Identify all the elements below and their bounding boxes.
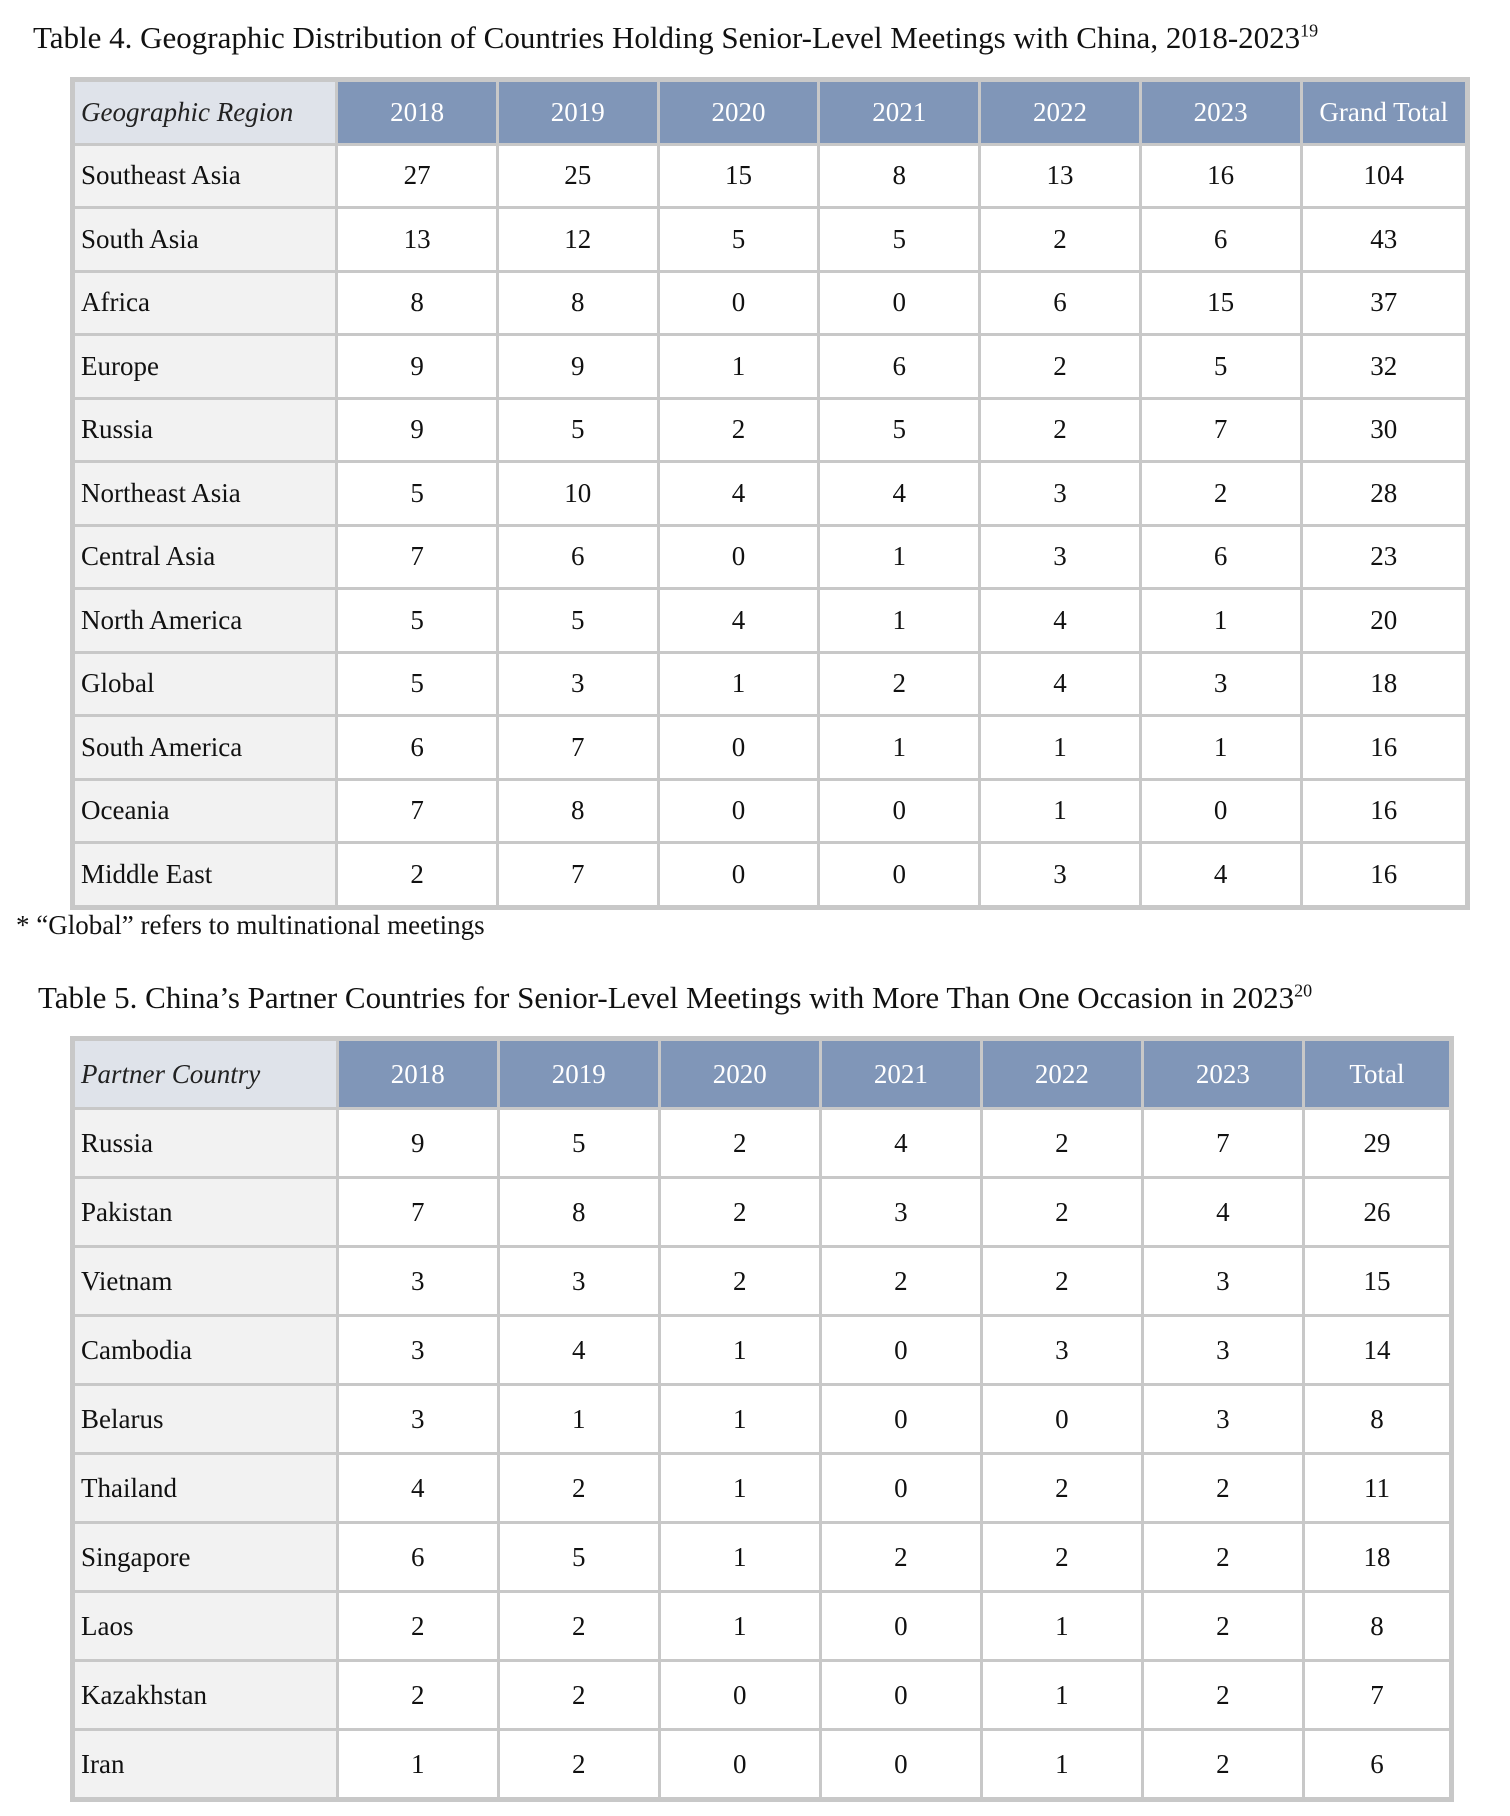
table4-cell: 9	[337, 335, 498, 399]
table4-cell: 5	[1140, 335, 1301, 399]
table5-cell: 0	[820, 1385, 981, 1454]
table4-cell: 43	[1301, 208, 1466, 272]
table5-cell: 3	[337, 1385, 498, 1454]
table4-cell: 7	[337, 779, 498, 843]
table5-cell: 8	[1303, 1592, 1450, 1661]
table4-row-label: Southeast Asia	[74, 144, 337, 208]
table4-header-cell: 2023	[1140, 81, 1301, 145]
table5-cell: 2	[1142, 1730, 1303, 1799]
table4-row-label: Middle East	[74, 843, 337, 907]
table5-body	[74, 1109, 1451, 1799]
table5-cell: 3	[820, 1178, 981, 1247]
table4-cell: 3	[980, 525, 1141, 589]
table4-row	[74, 335, 1467, 399]
table4-caption	[33, 20, 1318, 56]
table4-cell: 18	[1301, 652, 1466, 716]
table4-row-label: Russia	[74, 398, 337, 462]
table5-row	[74, 1247, 1451, 1316]
table4-cell: 4	[980, 652, 1141, 716]
table4-row	[74, 144, 1467, 208]
table5-cell: 6	[337, 1523, 498, 1592]
table5-cell: 2	[498, 1454, 659, 1523]
table4-caption-text: Table 4. Geographic Distribution of Countries Holding Senior-Level Meetings with China, 2018-2023	[33, 20, 1301, 55]
table5-cell: 1	[659, 1454, 820, 1523]
table5-header-cell: Partner Country	[74, 1040, 338, 1109]
table5-cell: 18	[1303, 1523, 1450, 1592]
table5-cell: 3	[981, 1316, 1142, 1385]
table4	[72, 79, 1468, 908]
table4-cell: 30	[1301, 398, 1466, 462]
table4-cell: 25	[497, 144, 658, 208]
table5-caption	[38, 980, 1312, 1016]
table4-row	[74, 843, 1467, 907]
table4-cell: 28	[1301, 462, 1466, 526]
table4-row	[74, 462, 1467, 526]
table4-header-cell: 2022	[980, 81, 1141, 145]
table5-cell: 8	[498, 1178, 659, 1247]
table4-row-label: Northeast Asia	[74, 462, 337, 526]
table5-cell: 8	[1303, 1385, 1450, 1454]
table4-cell: 6	[819, 335, 980, 399]
table4-cell: 7	[497, 843, 658, 907]
table5-cell: 2	[337, 1592, 498, 1661]
table5-cell: 2	[981, 1454, 1142, 1523]
table5-cell: 0	[659, 1730, 820, 1799]
table4-cell: 16	[1301, 843, 1466, 907]
table5-cell: 1	[981, 1730, 1142, 1799]
table4-cell: 13	[980, 144, 1141, 208]
table5-row	[74, 1523, 1451, 1592]
table4-cell: 23	[1301, 525, 1466, 589]
table4-cell: 0	[1140, 779, 1301, 843]
table4-row-label: Europe	[74, 335, 337, 399]
table4-cell: 6	[1140, 208, 1301, 272]
table5-cell: 0	[820, 1730, 981, 1799]
table4-cell: 0	[819, 843, 980, 907]
table4-row-label: Oceania	[74, 779, 337, 843]
table4-cell: 1	[980, 716, 1141, 780]
table4-cell: 5	[337, 462, 498, 526]
table4-row	[74, 716, 1467, 780]
table4-cell: 2	[819, 652, 980, 716]
table5-row-label: Laos	[74, 1592, 338, 1661]
table4-row-label: South America	[74, 716, 337, 780]
table4-cell: 104	[1301, 144, 1466, 208]
table5-cell: 3	[498, 1247, 659, 1316]
table4-cell: 1	[1140, 589, 1301, 653]
table4-header-cell: 2018	[337, 81, 498, 145]
table5-cell: 2	[498, 1730, 659, 1799]
table4-cell: 1	[819, 589, 980, 653]
table5-cell: 2	[337, 1661, 498, 1730]
table4-cell: 5	[337, 652, 498, 716]
table5-cell: 14	[1303, 1316, 1450, 1385]
table5-cell: 11	[1303, 1454, 1450, 1523]
table4-cell: 6	[337, 716, 498, 780]
table4-cell: 0	[658, 525, 819, 589]
table4-cell: 5	[497, 589, 658, 653]
table4-cell: 4	[980, 589, 1141, 653]
table5-row	[74, 1730, 1451, 1799]
table4-header-cell: Grand Total	[1301, 81, 1466, 145]
table5-cell: 29	[1303, 1109, 1450, 1178]
table5-cell: 1	[498, 1385, 659, 1454]
table5-cell: 2	[1142, 1454, 1303, 1523]
table5-cell: 2	[1142, 1523, 1303, 1592]
table4-cell: 3	[497, 652, 658, 716]
table4-cell: 1	[819, 525, 980, 589]
table4-cell: 37	[1301, 271, 1466, 335]
table4-cell: 3	[980, 462, 1141, 526]
table4-header-cell: 2021	[819, 81, 980, 145]
table5-cell: 2	[659, 1247, 820, 1316]
table5-cell: 1	[659, 1316, 820, 1385]
table5-header-row	[74, 1040, 1451, 1109]
table4-cell: 20	[1301, 589, 1466, 653]
table5-cell: 5	[498, 1523, 659, 1592]
table4-cell: 15	[658, 144, 819, 208]
table4-row-label: North America	[74, 589, 337, 653]
table4-cell: 13	[337, 208, 498, 272]
table4-cell: 7	[337, 525, 498, 589]
table4-cell: 4	[1140, 843, 1301, 907]
table5-cell: 4	[498, 1316, 659, 1385]
table5-cell: 15	[1303, 1247, 1450, 1316]
table4-cell: 7	[1140, 398, 1301, 462]
table4-cell: 4	[658, 462, 819, 526]
table4-cell: 0	[819, 779, 980, 843]
table4-row	[74, 779, 1467, 843]
table4-cell: 1	[980, 779, 1141, 843]
table5-cell: 2	[981, 1523, 1142, 1592]
table4-cell: 3	[1140, 652, 1301, 716]
table4-cell: 10	[497, 462, 658, 526]
table4-cell: 16	[1301, 779, 1466, 843]
table5-header-cell: 2018	[337, 1040, 498, 1109]
table5-frame	[70, 1036, 1454, 1802]
table4-header-cell: 2020	[658, 81, 819, 145]
table4-cell: 16	[1301, 716, 1466, 780]
table4-cell: 2	[1140, 462, 1301, 526]
table5-cell: 2	[498, 1661, 659, 1730]
table5-caption-text: Table 5. China’s Partner Countries for Senior-Level Meetings with More Than One Occasion in 2023	[38, 980, 1295, 1015]
table4-row	[74, 398, 1467, 462]
table4-row-label: South Asia	[74, 208, 337, 272]
table5-row-label: Thailand	[74, 1454, 338, 1523]
table4-cell: 27	[337, 144, 498, 208]
table5-cell: 2	[498, 1592, 659, 1661]
table4-cell: 1	[819, 716, 980, 780]
table4-cell: 16	[1140, 144, 1301, 208]
table5-cell: 0	[659, 1661, 820, 1730]
table4-row	[74, 589, 1467, 653]
table4-cell: 3	[980, 843, 1141, 907]
table4-cell: 32	[1301, 335, 1466, 399]
table5-cell: 3	[1142, 1247, 1303, 1316]
table5-row	[74, 1109, 1451, 1178]
table5-row	[74, 1454, 1451, 1523]
table4-row-label: Africa	[74, 271, 337, 335]
table4-cell: 1	[1140, 716, 1301, 780]
table5-cell: 1	[659, 1385, 820, 1454]
table4-body	[74, 144, 1467, 906]
table4-cell: 9	[497, 335, 658, 399]
table5-row-label: Vietnam	[74, 1247, 338, 1316]
table4-cell: 15	[1140, 271, 1301, 335]
table5-row-label: Russia	[74, 1109, 338, 1178]
table4-cell: 6	[1140, 525, 1301, 589]
table5-cell: 4	[337, 1454, 498, 1523]
table5-cell: 2	[981, 1109, 1142, 1178]
table4-header-row	[74, 81, 1467, 145]
table4-cell: 5	[819, 208, 980, 272]
table5-cell: 2	[659, 1178, 820, 1247]
table4-cell: 2	[337, 843, 498, 907]
table5-cell: 5	[498, 1109, 659, 1178]
table5-cell: 6	[1303, 1730, 1450, 1799]
table5-row	[74, 1316, 1451, 1385]
table4-cell: 7	[497, 716, 658, 780]
table4-cell: 5	[819, 398, 980, 462]
table5-cell: 1	[981, 1592, 1142, 1661]
table4-cell: 2	[658, 398, 819, 462]
table4-cell: 8	[497, 271, 658, 335]
table5-header-cell: Total	[1303, 1040, 1450, 1109]
table5-row	[74, 1385, 1451, 1454]
table5-header-cell: 2021	[820, 1040, 981, 1109]
table5-cell: 7	[337, 1178, 498, 1247]
table5-cell: 0	[981, 1385, 1142, 1454]
table4-row	[74, 271, 1467, 335]
table4-cell: 4	[819, 462, 980, 526]
table4-cell: 2	[980, 208, 1141, 272]
table5-cell: 1	[337, 1730, 498, 1799]
table5-cell: 3	[1142, 1385, 1303, 1454]
table4-header-cell: Geographic Region	[74, 81, 337, 145]
table4-cell: 2	[980, 398, 1141, 462]
table5-header-cell: 2023	[1142, 1040, 1303, 1109]
table5-cell: 0	[820, 1592, 981, 1661]
table5-cell: 26	[1303, 1178, 1450, 1247]
table4-cell: 8	[819, 144, 980, 208]
table5-cell: 2	[659, 1109, 820, 1178]
table4-cell: 6	[980, 271, 1141, 335]
table5-cell: 2	[1142, 1661, 1303, 1730]
table4-note: * “Global” refers to multinational meetings	[16, 910, 485, 940]
table5	[72, 1038, 1452, 1800]
table4-cell: 4	[658, 589, 819, 653]
table5-cell: 1	[659, 1523, 820, 1592]
table4-cell: 9	[337, 398, 498, 462]
table5-cell: 3	[337, 1247, 498, 1316]
table5-cell: 7	[1142, 1109, 1303, 1178]
table4-cell: 8	[497, 779, 658, 843]
table4-cell: 6	[497, 525, 658, 589]
table5-row-label: Singapore	[74, 1523, 338, 1592]
table4-frame	[70, 77, 1470, 910]
table5-cell: 4	[1142, 1178, 1303, 1247]
table5-cell: 0	[820, 1661, 981, 1730]
table4-cell: 8	[337, 271, 498, 335]
table4-row-label: Central Asia	[74, 525, 337, 589]
table5-cell: 2	[1142, 1592, 1303, 1661]
table5-cell: 9	[337, 1109, 498, 1178]
table5-cell: 2	[820, 1523, 981, 1592]
table5-row-label: Pakistan	[74, 1178, 338, 1247]
table5-header-cell: 2022	[981, 1040, 1142, 1109]
table5-cell: 0	[820, 1454, 981, 1523]
table5-cell: 1	[659, 1592, 820, 1661]
table5-row	[74, 1661, 1451, 1730]
table5-row-label: Kazakhstan	[74, 1661, 338, 1730]
table4-cell: 0	[658, 843, 819, 907]
table4-row	[74, 652, 1467, 716]
table5-header-cell: 2020	[659, 1040, 820, 1109]
table5-cell: 7	[1303, 1661, 1450, 1730]
table4-cell: 12	[497, 208, 658, 272]
table5-row-label: Belarus	[74, 1385, 338, 1454]
table5-row-label: Iran	[74, 1730, 338, 1799]
table5-cell: 2	[981, 1247, 1142, 1316]
table5-cell: 3	[337, 1316, 498, 1385]
table4-footnote-ref: 19	[1300, 20, 1319, 41]
table4-cell: 5	[658, 208, 819, 272]
table4-cell: 0	[658, 779, 819, 843]
table5-footnote-ref: 20	[1294, 980, 1313, 1001]
table4-cell: 5	[497, 398, 658, 462]
table5-cell: 1	[981, 1661, 1142, 1730]
table4-cell: 0	[819, 271, 980, 335]
table4-row	[74, 525, 1467, 589]
table4-cell: 0	[658, 271, 819, 335]
table5-cell: 2	[820, 1247, 981, 1316]
table5-row	[74, 1178, 1451, 1247]
table4-row	[74, 208, 1467, 272]
table4-cell: 2	[980, 335, 1141, 399]
table5-cell: 4	[820, 1109, 981, 1178]
table5-cell: 3	[1142, 1316, 1303, 1385]
table5-cell: 0	[820, 1316, 981, 1385]
table4-header-cell: 2019	[497, 81, 658, 145]
table4-cell: 1	[658, 652, 819, 716]
table5-row	[74, 1592, 1451, 1661]
table5-cell: 2	[981, 1178, 1142, 1247]
table4-cell: 0	[658, 716, 819, 780]
table4-cell: 5	[337, 589, 498, 653]
table5-row-label: Cambodia	[74, 1316, 338, 1385]
table4-row-label: Global	[74, 652, 337, 716]
table4-cell: 1	[658, 335, 819, 399]
table5-header-cell: 2019	[498, 1040, 659, 1109]
